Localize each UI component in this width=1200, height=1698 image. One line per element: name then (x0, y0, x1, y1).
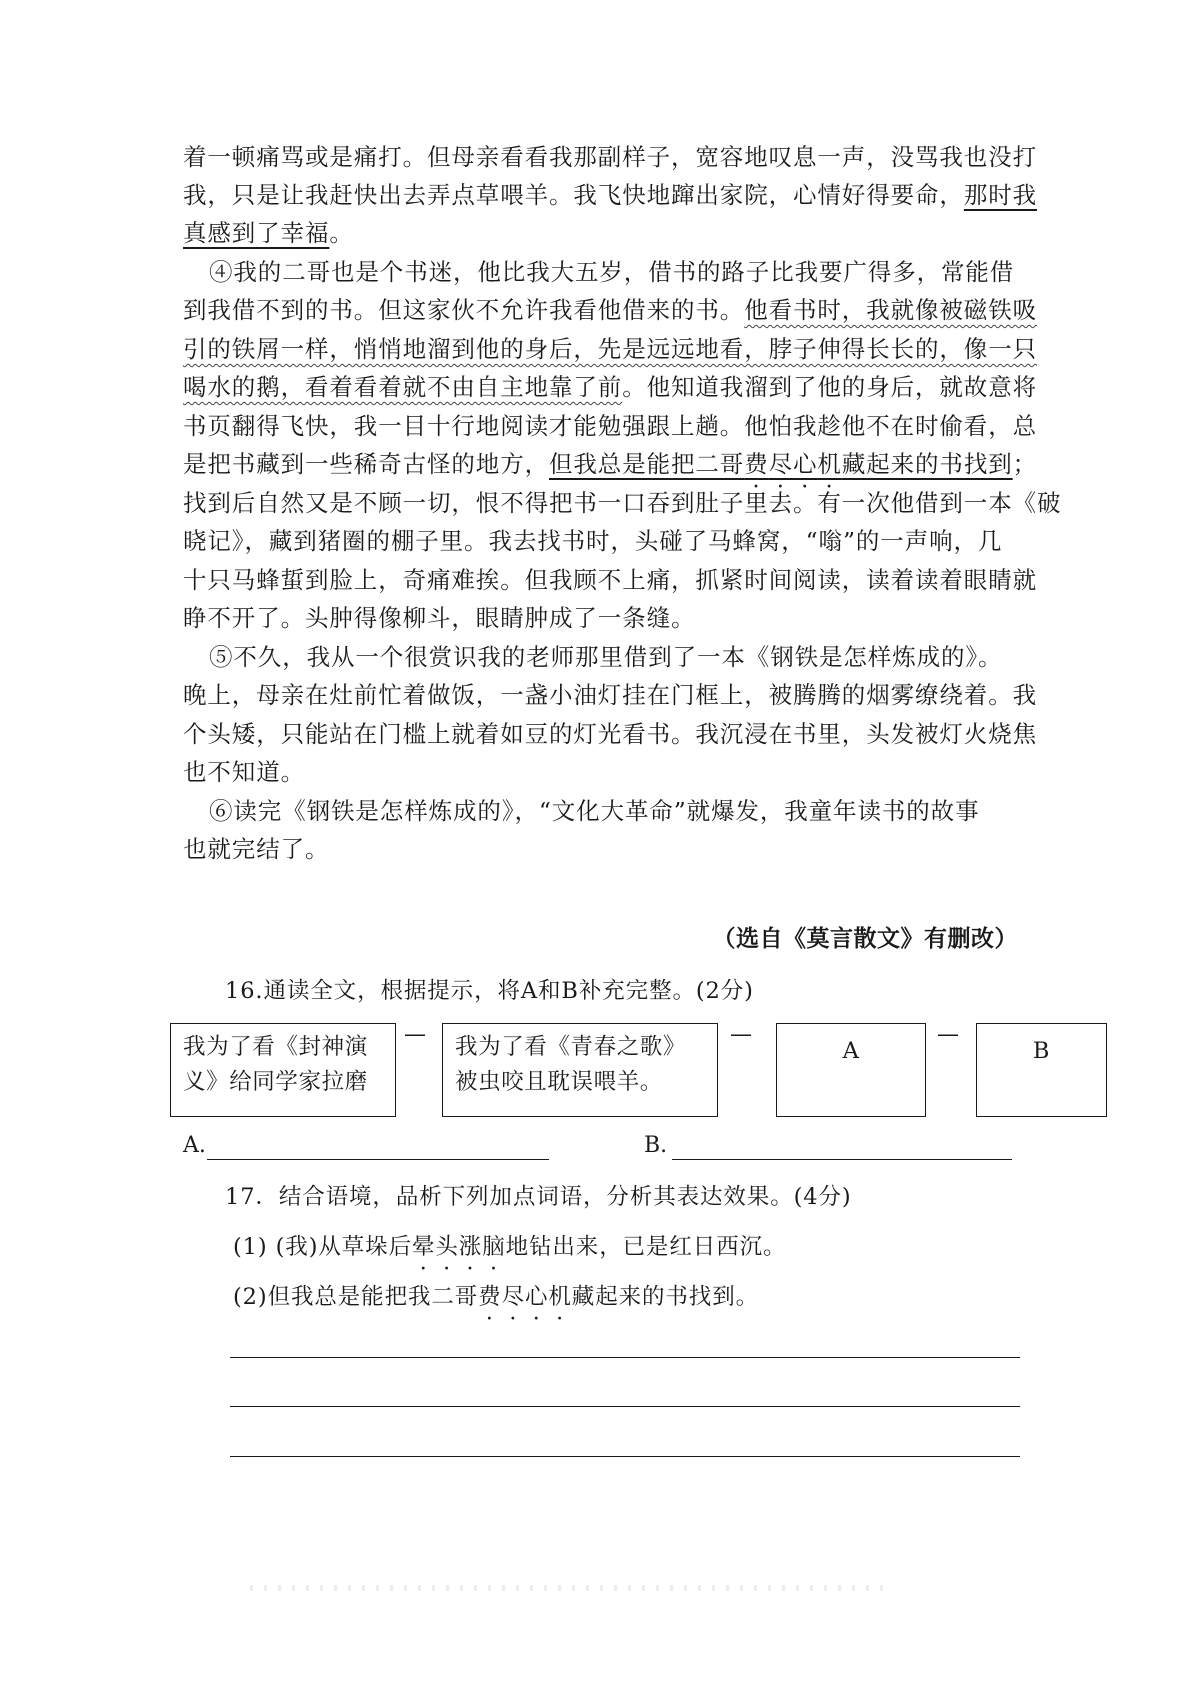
flow-box-1 (170, 1023, 396, 1117)
wavy-underlined-text: 喝水的鹅，看着看着就不由自主地靠了前 (183, 373, 623, 401)
text-segment: ； (1012, 450, 1038, 478)
passage-line: 找到后自然又是不顾一切，恨不得把书一口吞到肚子里去。有一次他借到一本《破 (183, 489, 1062, 517)
text-segment: 地钻出来，已是红日西沉。 (505, 1234, 787, 1260)
answer-a-blank[interactable] (207, 1158, 549, 1160)
answer-b-blank[interactable] (672, 1158, 1012, 1160)
dotted-char: 晕 (411, 1234, 436, 1260)
text-segment: (2)但我总是能把我二哥 (233, 1284, 479, 1310)
underlined-text: 真感到了幸福 (183, 219, 330, 247)
box-text-line: 被虫咬且耽误喂羊。 (455, 1069, 663, 1095)
text-segment: 但我总是能把二哥 (549, 450, 745, 478)
text-segment: (1) (我)从草垛后 (233, 1234, 412, 1260)
box-label: B (1032, 1038, 1051, 1064)
box-text-line: 我为了看《青春之歌》 (455, 1034, 687, 1060)
passage-line: ⑤不久，我从一个很赏识我的老师那里借到了一本《钢铁是怎样炼成的》。 (209, 643, 1003, 671)
box-label: A (842, 1038, 860, 1064)
passage-line: 也不知道。 (183, 758, 305, 786)
passage-line (183, 178, 1037, 212)
flow-box-2 (442, 1023, 718, 1117)
answer-b-label: B. (644, 1133, 668, 1158)
passage-line (183, 293, 1037, 327)
dotted-char: 费 (478, 1284, 502, 1310)
passage-line: 个头矮，只能站在门槛上就着如豆的灯光看书。我沉浸在书里，头发被灯火烧焦 (183, 720, 1037, 748)
passage-line (183, 332, 1037, 366)
flow-connector: — (404, 1022, 426, 1047)
text-segment: 。他知道我溜到了他的身后，就故意将 (622, 373, 1038, 401)
underlined-text: 那时我 (963, 181, 1038, 209)
answer-line[interactable] (230, 1356, 1020, 1358)
dotted-char: 尽 (768, 450, 794, 478)
question-17-item-1 (233, 1230, 786, 1264)
dotted-char: 机 (817, 450, 842, 478)
text-segment: 。 (329, 219, 354, 247)
box-text-line: 义》给同学家拉磨 (183, 1069, 368, 1095)
flow-connector: — (937, 1022, 959, 1047)
flow-box-a (776, 1023, 926, 1117)
wavy-underlined-text: 引的铁屑一样，悄悄地溜到他的身后，先是远远地看，脖子伸得长长的，像一只 (183, 335, 1037, 363)
passage-line: 晚上，母亲在灶前忙着做饭，一盏小油灯挂在门框上，被腾腾的烟雾缭绕着。我 (183, 681, 1037, 709)
answer-a-label: A. (183, 1133, 206, 1158)
passage-line: 书页翻得飞快，我一目十行地阅读才能勉强跟上趟。他怕我趁他不在时偷看，总 (183, 412, 1037, 440)
underlined-text (549, 450, 1013, 478)
box-text-line: 我为了看《封神演 (183, 1034, 368, 1060)
flow-connector: — (730, 1022, 752, 1047)
question-17-prompt: 17．结合语境，品析下列加点词语，分析其表达效果。(4分) (225, 1184, 852, 1210)
text-segment: 藏起来的书找到 (841, 450, 1013, 478)
passage-line: ⑥读完《钢铁是怎样炼成的》，“文化大革命”就爆发，我童年读书的故事 (209, 797, 980, 825)
source-citation: （选自《莫言散文》有删改） (712, 926, 1018, 952)
answer-line[interactable] (230, 1455, 1020, 1457)
question-16-prompt: 16.通读全文，根据提示，将A和B补充完整。(2分) (225, 978, 754, 1004)
passage-line (183, 216, 354, 250)
passage-line: 睁不开了。头肿得像柳斗，眼睛肿成了一条缝。 (183, 604, 696, 632)
scan-artifact (250, 1585, 890, 1591)
wavy-underlined-text: 他看书时，我就像被磁铁吸 (744, 296, 1038, 324)
dotted-char: 心 (524, 1284, 549, 1310)
dotted-char: 机 (548, 1284, 572, 1310)
text-segment: 藏起来的书找到。 (571, 1284, 759, 1310)
answer-line[interactable] (230, 1405, 1020, 1407)
passage-line (183, 447, 1037, 481)
dotted-char: 涨 (458, 1234, 483, 1260)
passage-line: 晓记》，藏到猪圈的棚子里。我去找书时，头碰了马蜂窝，“嗡”的一声响，几 (183, 527, 1003, 555)
dotted-char: 心 (793, 450, 818, 478)
passage-line: ④我的二哥也是个书迷，他比我大五岁，借书的路子比我要广得多，常能借 (209, 258, 1015, 286)
text-segment: 我，只是让我赶快出去弄点草喂羊。我飞快地蹿出家院，心情好得要命， (183, 181, 964, 209)
text-segment: 是把书藏到一些稀奇古怪的地方， (183, 450, 549, 478)
dotted-char: 尽 (501, 1284, 525, 1310)
passage-line: 十只马蜂蜇到脸上，奇痛难挨。但我顾不上痛，抓紧时间阅读，读着读着眼睛就 (183, 566, 1037, 594)
dotted-char: 费 (744, 450, 769, 478)
question-17-item-2 (233, 1280, 759, 1314)
passage-line (183, 370, 1037, 404)
passage-line: 着一顿痛骂或是痛打。但母亲看看我那副样子，宽容地叹息一声，没骂我也没打 (183, 143, 1037, 171)
dotted-char: 脑 (482, 1234, 506, 1260)
text-segment: 到我借不到的书。但这家伙不允许我看他借来的书。 (183, 296, 745, 324)
dotted-char: 头 (435, 1234, 459, 1260)
flow-box-b (976, 1023, 1107, 1117)
passage-line: 也就完结了。 (183, 835, 330, 863)
